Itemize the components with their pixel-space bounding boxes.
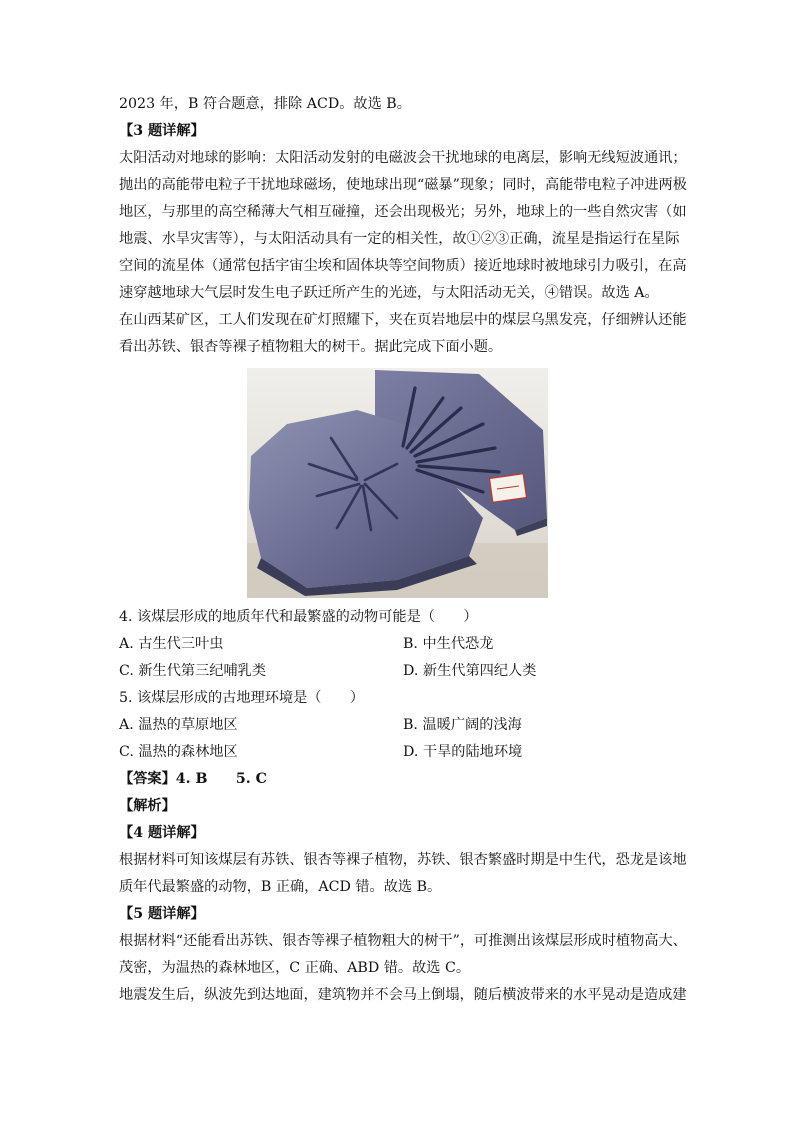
section-heading: 【4 题详解】 bbox=[119, 825, 205, 841]
text-line: 根据材料可知该煤层有苏铁、银杏等裸子植物，苏铁、银杏繁盛时期是中生代，恐龙是该地 bbox=[119, 852, 687, 868]
q4-option-a: A. 古生代三叶虫 bbox=[119, 636, 224, 652]
q4-option-b: B. 中生代恐龙 bbox=[403, 636, 494, 652]
text-line: 空间的流星体（通常包括宇宙尘埃和固体块等空间物质）接近地球时被地球引力吸引，在高 bbox=[119, 258, 687, 274]
answer-line: 【答案】4. B 5. C bbox=[119, 771, 267, 787]
analysis-heading: 【解析】 bbox=[119, 798, 176, 814]
text-line: 看出苏铁、银杏等裸子植物粗大的树干。据此完成下面小题。 bbox=[119, 339, 503, 355]
fossil-photo bbox=[247, 368, 548, 598]
q5-option-a: A. 温热的草原地区 bbox=[119, 717, 238, 733]
section-heading: 【5 题详解】 bbox=[119, 906, 205, 922]
text-line: 2023 年，B 符合题意，排除 ACD。故选 B。 bbox=[119, 96, 411, 112]
specimen-label-icon bbox=[489, 474, 526, 502]
text-line: 地区，与那里的高空稀薄大气相互碰撞，还会出现极光；另外，地球上的一些自然灾害（如 bbox=[119, 204, 687, 220]
q5-option-c: C. 温热的森林地区 bbox=[119, 744, 238, 760]
text-line: 地震发生后，纵波先到达地面，建筑物并不会马上倒塌，随后横波带来的水平晃动是造成建 bbox=[119, 987, 687, 1003]
text-line: 茂密，为温热的森林地区，C 正确、ABD 错。故选 C。 bbox=[119, 960, 471, 976]
q5-option-d: D. 干旱的陆地环境 bbox=[403, 744, 523, 760]
text-line: 太阳活动对地球的影响：太阳活动发射的电磁波会干扰地球的电离层，影响无线短波通讯； bbox=[119, 150, 687, 166]
q4-option-d: D. 新生代第四纪人类 bbox=[403, 663, 537, 679]
question-5-stem: 5. 该煤层形成的古地理环境是（ ） bbox=[119, 690, 365, 706]
text-line: 质年代最繁盛的动物，B 正确，ACD 错。故选 B。 bbox=[119, 879, 442, 895]
text-line: 根据材料“还能看出苏铁、银杏等裸子植物粗大的树干”，可推测出该煤层形成时植物高大、 bbox=[119, 933, 687, 949]
text-line: 抛出的高能带电粒子干扰地球磁场，使地球出现“磁暴”现象；同时，高能带电粒子冲进两极 bbox=[119, 177, 687, 193]
section-heading: 【3 题详解】 bbox=[119, 123, 205, 139]
q5-option-b: B. 温暖广阔的浅海 bbox=[403, 717, 522, 733]
text-line: 地震、水旱灾害等），与太阳活动具有一定的相关性，故①②③正确，流星是指运行在星际 bbox=[119, 231, 680, 247]
text-line: 在山西某矿区，工人们发现在矿灯照耀下，夹在页岩地层中的煤层乌黑发亮，仔细辨认还能 bbox=[119, 312, 687, 328]
question-4-stem: 4. 该煤层形成的地质年代和最繁盛的动物可能是（ ） bbox=[119, 609, 478, 625]
text-line: 速穿越地球大气层时发生电子跃迁所产生的光迹，与太阳活动无关，④错误。故选 A。 bbox=[119, 285, 659, 301]
q4-option-c: C. 新生代第三纪哺乳类 bbox=[119, 663, 267, 679]
